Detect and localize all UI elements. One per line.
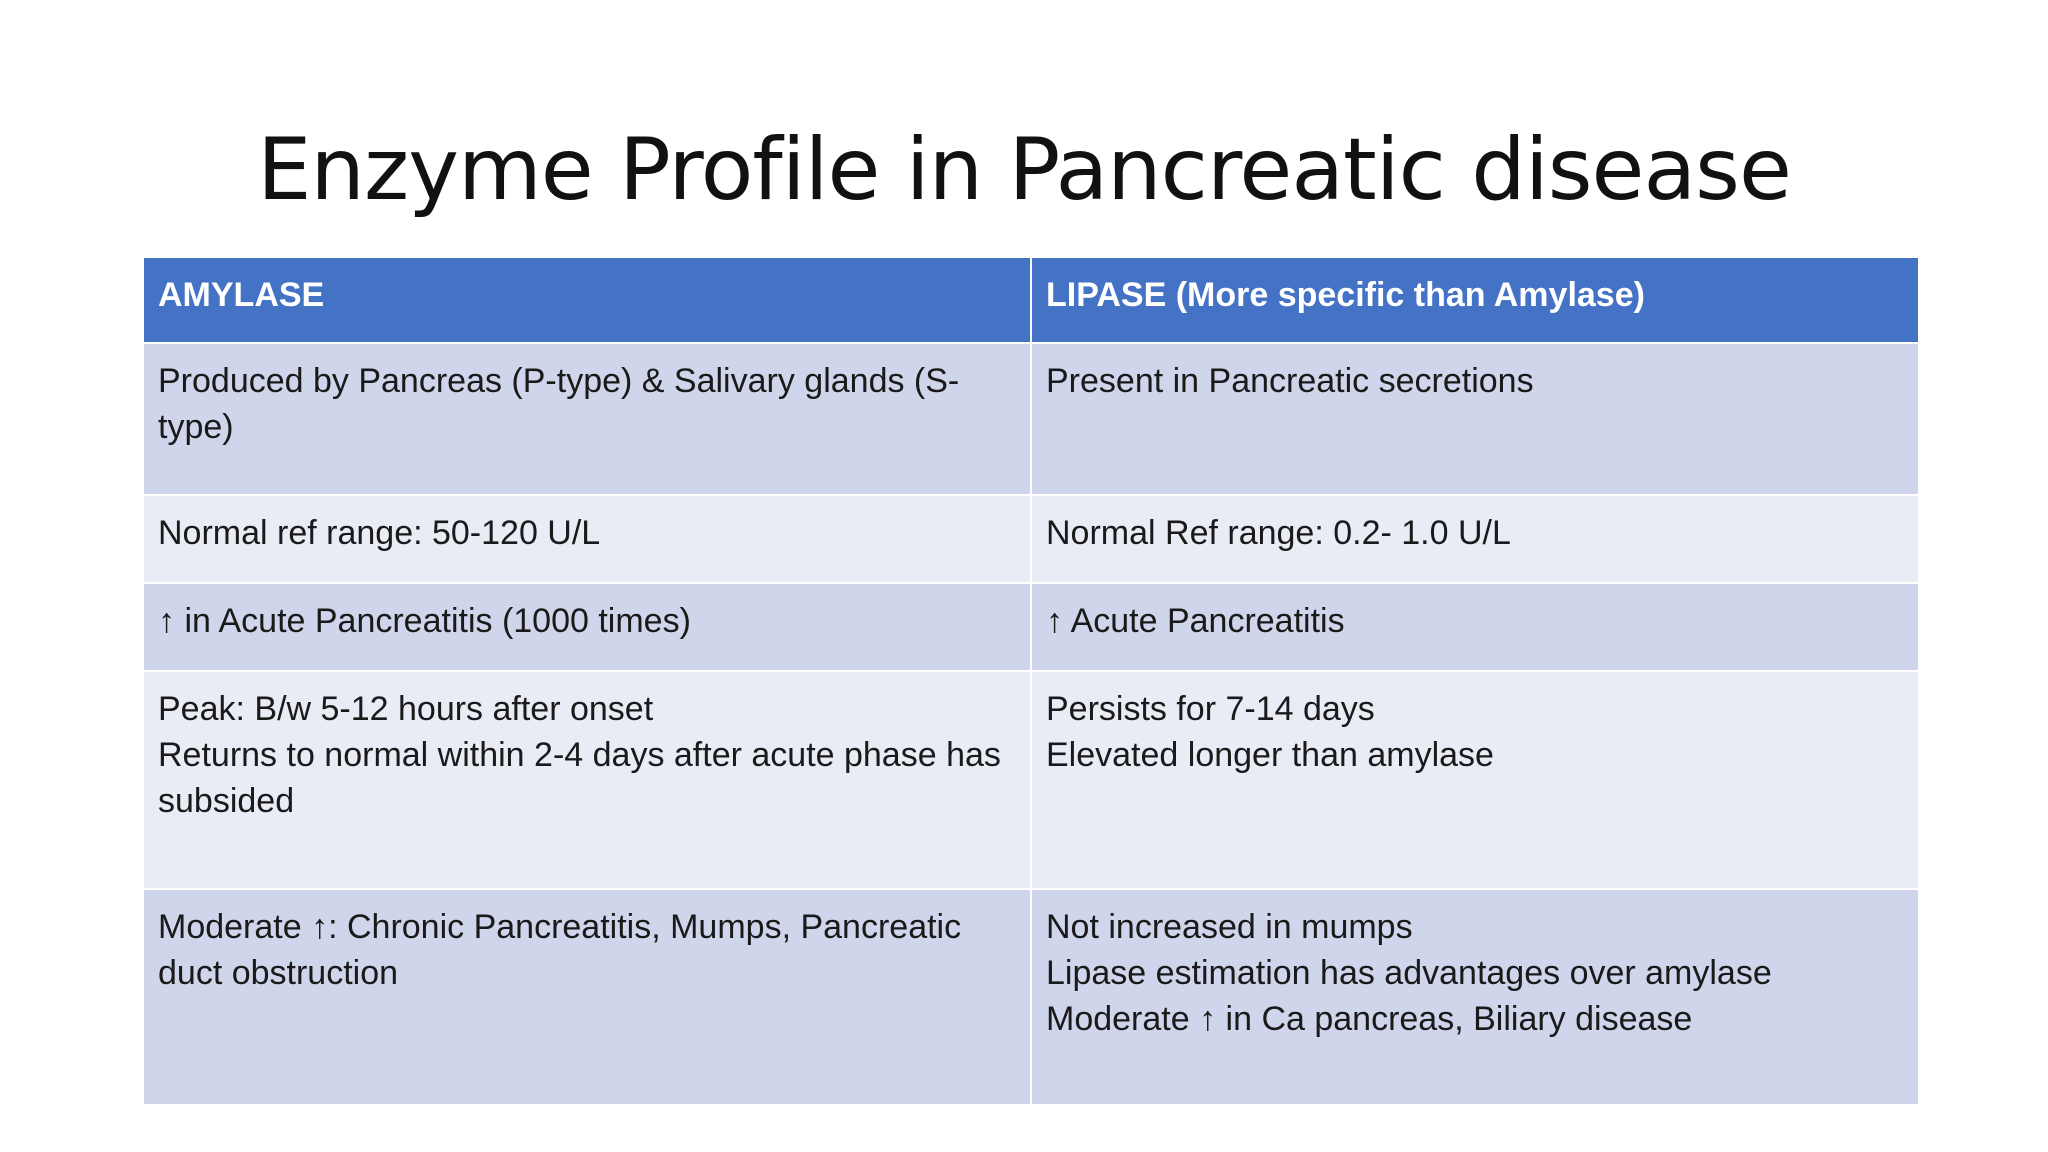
table-row: [143, 495, 1919, 583]
table-row: [143, 671, 1919, 889]
cell-line: Peak: B/w 5-12 hours after onset: [158, 690, 654, 728]
lipase-cell: [1031, 343, 1919, 495]
amylase-cell: [143, 495, 1031, 583]
cell-line: Not increased in mumps: [1046, 908, 1413, 946]
header-lipase: LIPASE (More specific than Amylase): [1031, 257, 1919, 343]
enzyme-table-container: [142, 256, 1918, 1106]
lipase-cell: [1031, 495, 1919, 583]
cell-line: Lipase estimation has advantages over amylase: [1046, 954, 1772, 992]
cell-line: Moderate ↑ in Ca pancreas, Biliary disease: [1046, 1000, 1693, 1038]
cell-line: Normal ref range: 50-120 U/L: [158, 514, 601, 552]
lipase-cell: [1031, 671, 1919, 889]
cell-line: Persists for 7-14 days: [1046, 690, 1375, 728]
table-row: [143, 889, 1919, 1105]
amylase-cell: [143, 343, 1031, 495]
amylase-cell: [143, 583, 1031, 671]
table-row: [143, 343, 1919, 495]
table-header-row: [143, 257, 1919, 343]
cell-line: ↑ Acute Pancreatitis: [1046, 602, 1345, 640]
cell-line: Present in Pancreatic secretions: [1046, 362, 1534, 400]
cell-line: ↑ in Acute Pancreatitis (1000 times): [158, 602, 691, 640]
cell-line: Returns to normal within 2-4 days after acute phase has subsided: [158, 736, 1001, 820]
amylase-cell: [143, 671, 1031, 889]
amylase-cell: [143, 889, 1031, 1105]
cell-line: Produced by Pancreas (P-type) & Salivary glands (S-type): [158, 362, 960, 446]
cell-line: Moderate ↑: Chronic Pancreatitis, Mumps, Pancreatic duct obstruction: [158, 908, 962, 992]
lipase-cell: [1031, 889, 1919, 1105]
cell-line: Normal Ref range: 0.2- 1.0 U/L: [1046, 514, 1511, 552]
header-amylase: AMYLASE: [143, 257, 1031, 343]
cell-line: Elevated longer than amylase: [1046, 736, 1494, 774]
enzyme-comparison-table: [142, 256, 1920, 1106]
slide-title: Enzyme Profile in Pancreatic disease: [257, 120, 1791, 220]
lipase-cell: [1031, 583, 1919, 671]
table-row: [143, 583, 1919, 671]
